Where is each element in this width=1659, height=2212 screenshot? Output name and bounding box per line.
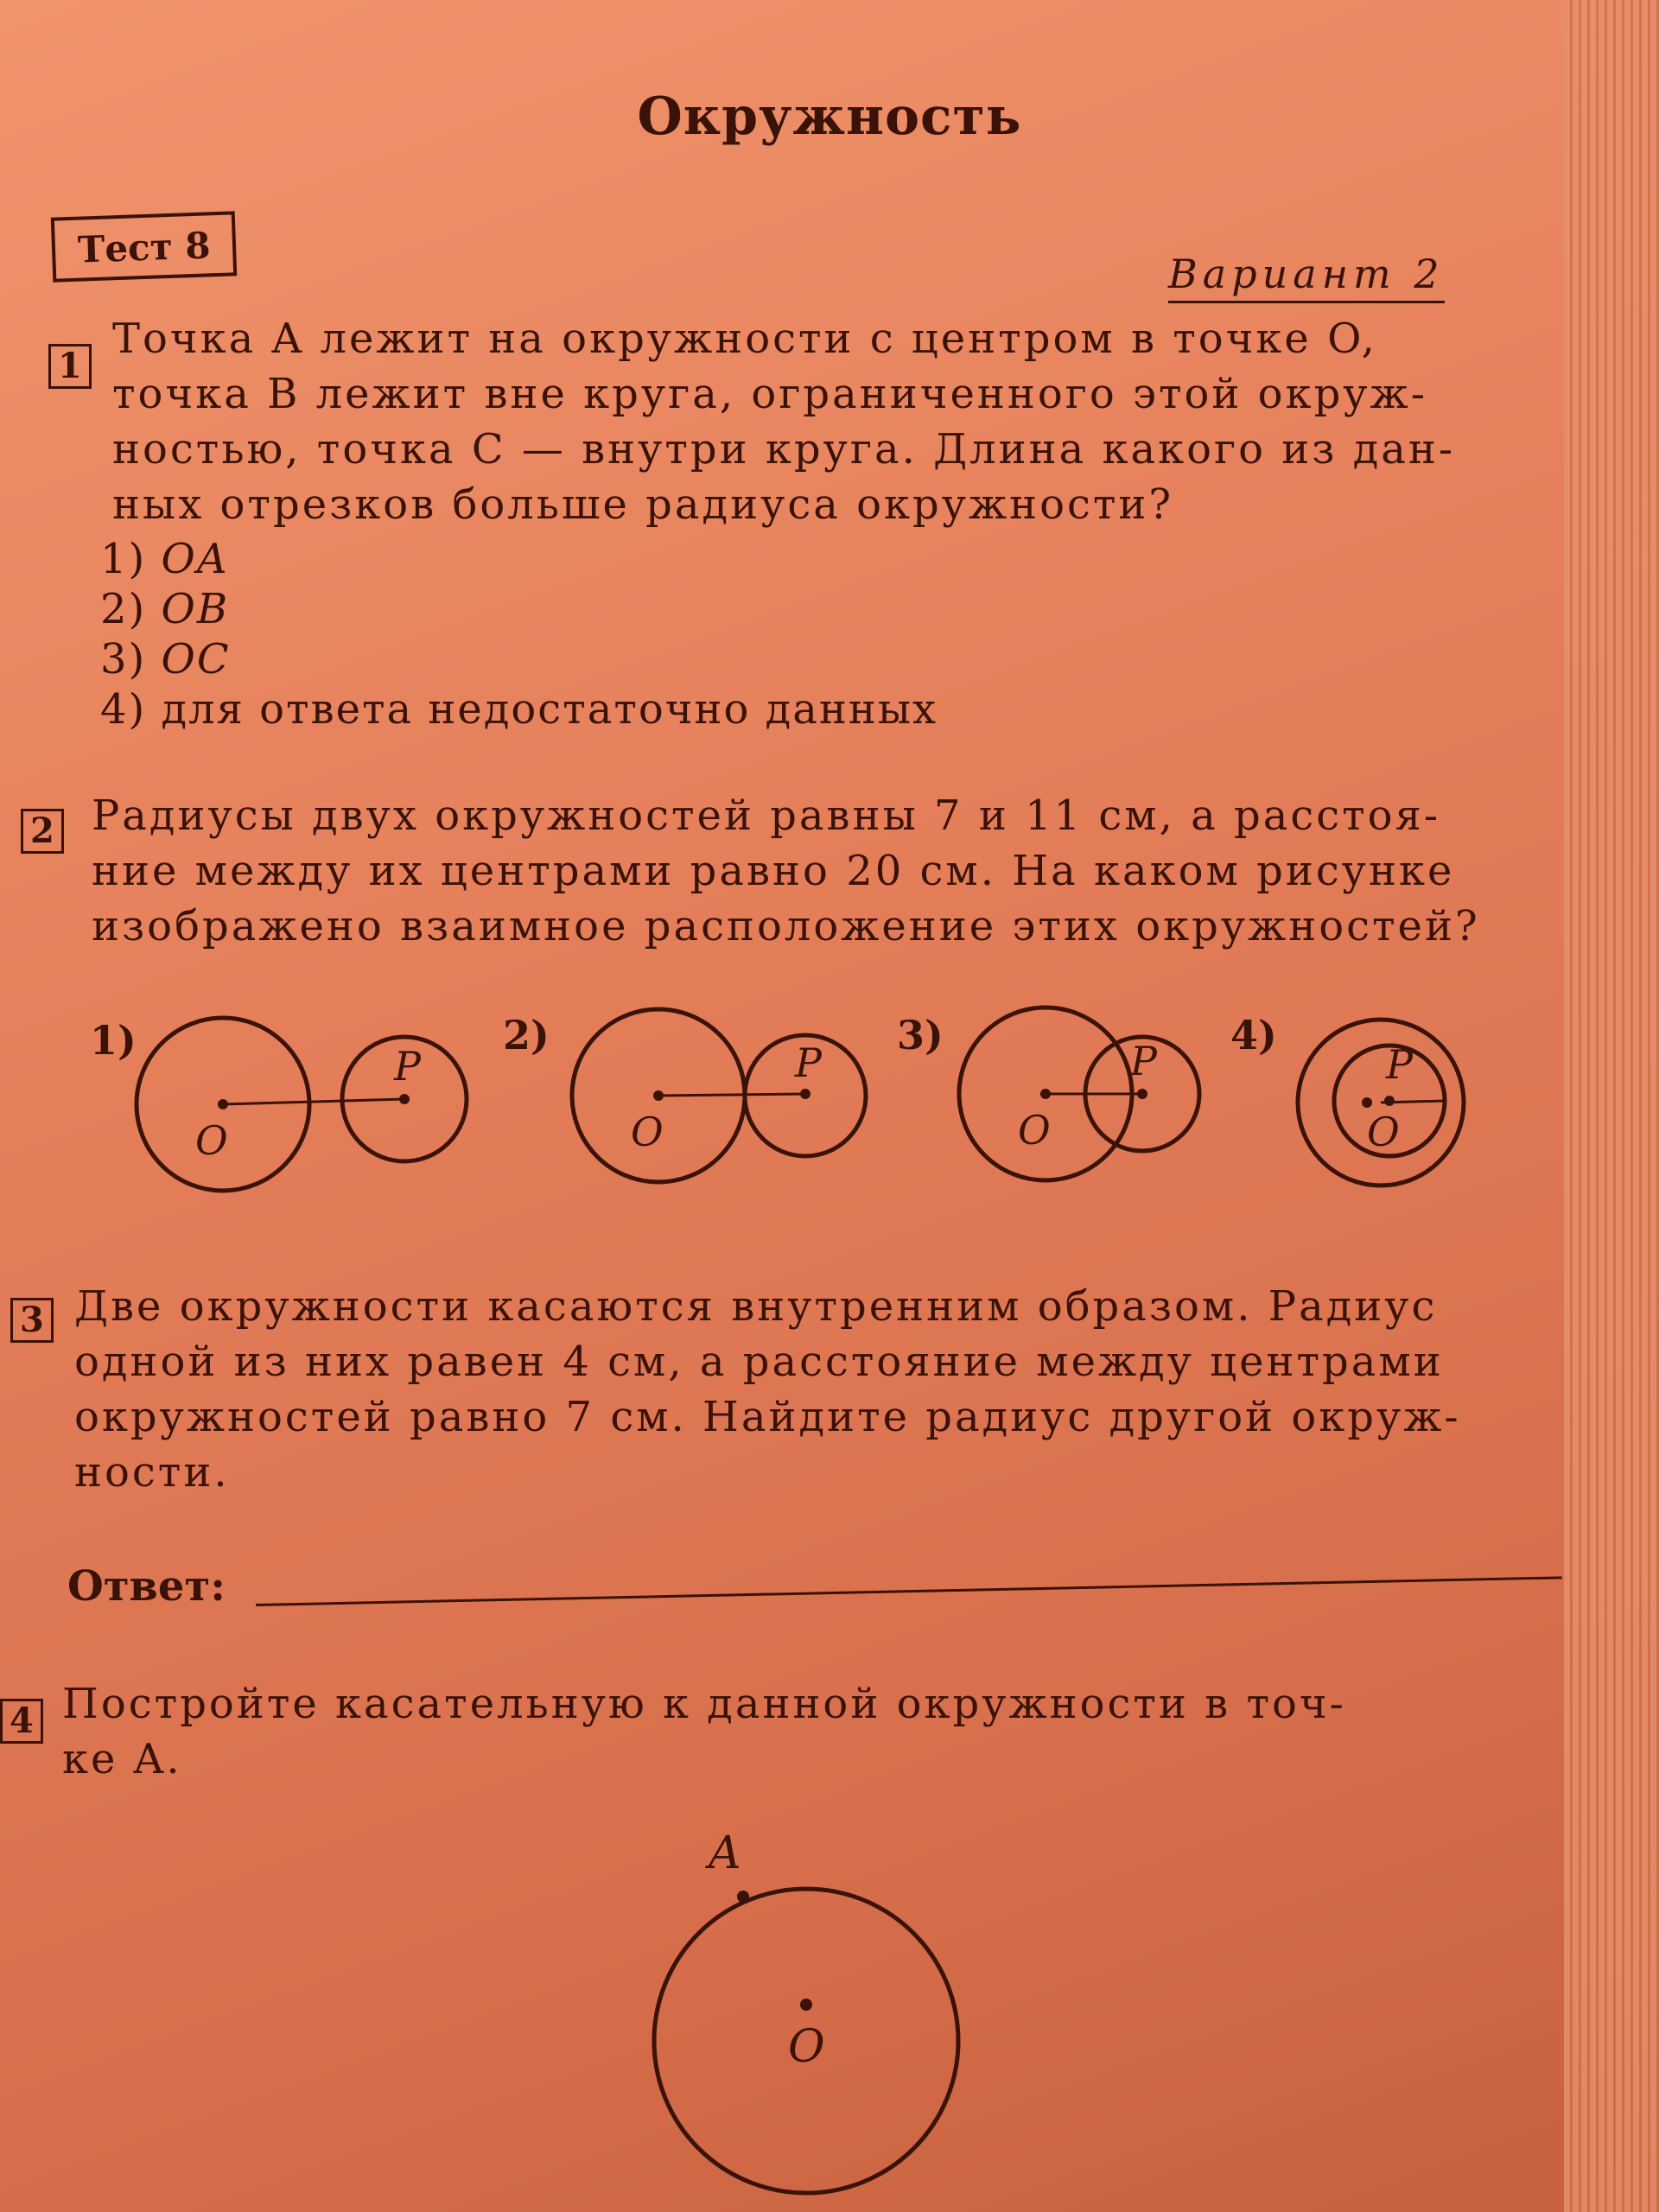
fig1-label: 1) bbox=[90, 1017, 137, 1064]
question-1-number: 1 bbox=[48, 344, 92, 389]
test-label: Тест 8 bbox=[51, 211, 238, 282]
question-2-line: Радиусы двух окружностей равны 7 и 11 см, а расстоя- bbox=[92, 791, 1441, 840]
answer-label: Ответ: bbox=[67, 1562, 226, 1611]
question-3-line: Две окружности касаются внутренним образом. Радиус bbox=[74, 1282, 1438, 1331]
question-1-line: Точка A лежит на окружности с центром в точке O, bbox=[112, 315, 1377, 363]
question-2-line: ние между их центрами равно 20 см. На каком рисунке bbox=[92, 847, 1455, 895]
fig4-point-label: P bbox=[1386, 1041, 1413, 1088]
circle-position-figures bbox=[0, 976, 1659, 1218]
question-3-line: одной из них равен 4 см, а расстояние между центрами bbox=[74, 1338, 1444, 1386]
question-1-line: ных отрезков больше радиуса окружности? bbox=[112, 480, 1174, 529]
center-o-label: O bbox=[788, 2021, 825, 2073]
fig1-center-label: O bbox=[195, 1117, 228, 1164]
fig3-label: 3) bbox=[897, 1012, 944, 1058]
question-2-number: 2 bbox=[21, 809, 64, 854]
fig4-label: 4) bbox=[1230, 1012, 1277, 1058]
question-2-line: изображено взаимное расположение этих окружностей? bbox=[92, 902, 1480, 950]
option-3: 3) OC bbox=[100, 635, 231, 683]
question-1-text bbox=[112, 311, 1495, 532]
fig2-label: 2) bbox=[503, 1012, 550, 1058]
point-a bbox=[737, 1891, 749, 1903]
question-1-line: ностью, точка C — внутри круга. Длина какого из дан- bbox=[112, 425, 1456, 474]
question-4-line: ке A. bbox=[62, 1735, 182, 1783]
option-4: 4) для ответа недостаточно данных bbox=[100, 685, 938, 734]
fig1-center-segment bbox=[223, 1099, 404, 1104]
question-4-line: Постройте касательную к данной окружности в точ- bbox=[62, 1680, 1346, 1728]
fig3-point-label: P bbox=[1130, 1038, 1157, 1084]
question-3-line: ности. bbox=[74, 1448, 230, 1497]
option-2: 2) OB bbox=[100, 585, 230, 633]
answer-line[interactable] bbox=[256, 1576, 1562, 1606]
fig1-point-label: P bbox=[394, 1043, 421, 1090]
tangent-construction-figure bbox=[588, 1797, 1020, 2203]
variant-label: Вариант 2 bbox=[1168, 251, 1445, 303]
question-4-number: 4 bbox=[0, 1699, 43, 1744]
fig4-center-label: O bbox=[1367, 1109, 1400, 1155]
question-3-number: 3 bbox=[10, 1298, 54, 1343]
question-1-options bbox=[100, 534, 938, 734]
fig2-point-label: P bbox=[795, 1039, 822, 1086]
fig3-center-label: O bbox=[1018, 1107, 1051, 1154]
fig2-center-label: O bbox=[631, 1109, 664, 1155]
question-3-text bbox=[74, 1279, 1560, 1500]
question-4-text bbox=[62, 1676, 1566, 1787]
question-1-line: точка B лежит вне круга, ограниченного этой окруж- bbox=[112, 370, 1427, 418]
question-2-text bbox=[92, 788, 1560, 954]
page-title: Окружность bbox=[637, 86, 1022, 147]
center-point bbox=[800, 1999, 812, 2011]
option-1: 1) OA bbox=[100, 535, 229, 583]
point-a-label: A bbox=[709, 1827, 741, 1879]
fig2-center-segment bbox=[658, 1094, 805, 1096]
question-3-line: окружностей равно 7 см. Найдите радиус другой окруж- bbox=[74, 1393, 1461, 1441]
